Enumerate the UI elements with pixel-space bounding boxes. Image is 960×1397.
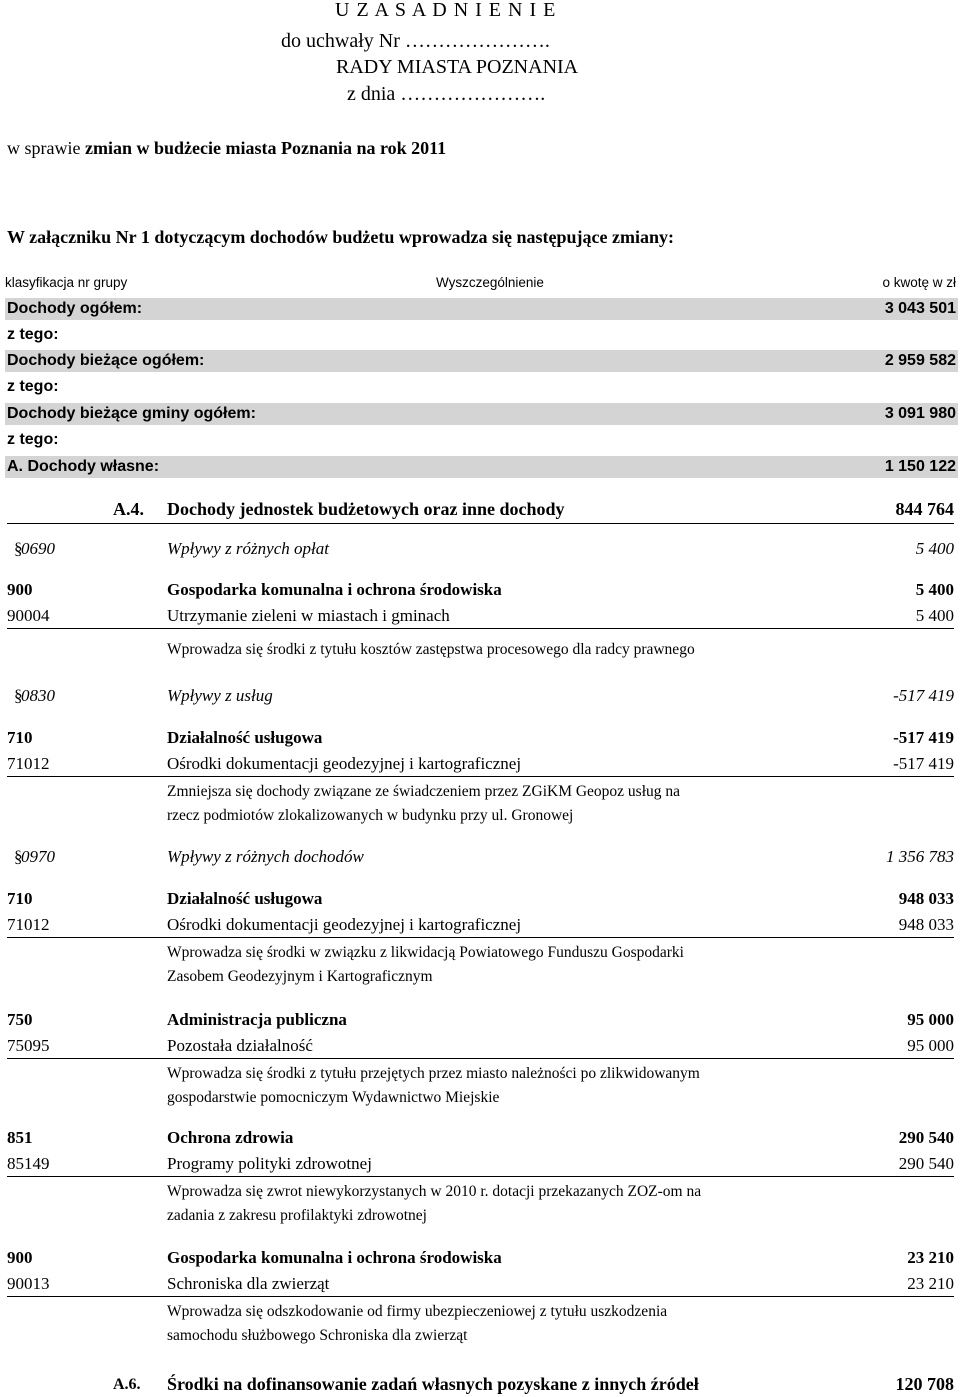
chapter-value: 23 210 bbox=[907, 1274, 954, 1293]
section-row bbox=[7, 889, 954, 911]
column-amount: o kwotę w zł bbox=[882, 275, 956, 290]
explanation-line: gospodarstwie pomocniczym Wydawnictwo Miejskie bbox=[167, 1089, 500, 1106]
chapter-value: 95 000 bbox=[907, 1036, 954, 1055]
explanation-line: Wprowadza się środki z tytułu kosztów zastępstwa procesowego dla radcy prawnego bbox=[167, 641, 695, 658]
chapter-code: 90004 bbox=[7, 606, 50, 625]
current-income-band bbox=[5, 350, 958, 372]
paragraph-name: Wpływy z różnych opłat bbox=[167, 539, 329, 558]
total-income-band bbox=[5, 298, 958, 320]
paragraph-value: 1 356 783 bbox=[886, 847, 954, 866]
section-code: 900 bbox=[7, 1248, 33, 1267]
paragraph-sign: § bbox=[14, 847, 23, 866]
chapter-row bbox=[7, 1036, 954, 1059]
paragraph-sign: § bbox=[14, 686, 23, 705]
total-income-label: Dochody ogółem: bbox=[7, 300, 143, 317]
explanation-text bbox=[167, 941, 867, 989]
z-tego-label: z tego: bbox=[7, 431, 59, 448]
explanation-text bbox=[167, 1180, 867, 1228]
own-income-value: 1 150 122 bbox=[884, 458, 956, 475]
group-a4-label: Dochody jednostek budżetowych oraz inne dochody bbox=[167, 499, 565, 519]
paragraph-value: 5 400 bbox=[915, 539, 954, 558]
gmina-income-value: 3 091 980 bbox=[884, 405, 956, 422]
chapter-code: 85149 bbox=[7, 1154, 50, 1173]
own-income-label: A. Dochody własne: bbox=[7, 458, 160, 475]
group-a4-value: 844 764 bbox=[895, 499, 954, 519]
paragraph-0970-row bbox=[7, 847, 954, 871]
explanation-text bbox=[167, 780, 867, 828]
chapter-row bbox=[7, 606, 954, 629]
explanation-text bbox=[167, 1062, 867, 1110]
section-code: 710 bbox=[7, 889, 33, 908]
chapter-name: Utrzymanie zieleni w miastach i gminach bbox=[167, 606, 450, 625]
column-description: Wyszczególnienie bbox=[436, 275, 544, 290]
explanation-line: samochodu służbowego Schroniska dla zwierząt bbox=[167, 1327, 468, 1344]
explanation-line: Wprowadza się środki w związku z likwidacją Powiatowego Funduszu Gospodarki bbox=[167, 944, 684, 961]
paragraph-value: -517 419 bbox=[893, 686, 954, 705]
paragraph-name: Wpływy z usług bbox=[167, 686, 273, 705]
column-classification: klasyfikacja nr grupy bbox=[5, 275, 128, 290]
chapter-name: Schroniska dla zwierząt bbox=[167, 1274, 330, 1293]
chapter-value: -517 419 bbox=[893, 754, 954, 773]
section-row bbox=[7, 728, 954, 750]
explanation-line: Wprowadza się odszkodowanie od firmy ubezpieczeniowej z tytułu uszkodzenia bbox=[167, 1303, 668, 1320]
chapter-code: 75095 bbox=[7, 1036, 50, 1055]
section-name: Działalność usługowa bbox=[167, 728, 323, 747]
section-value: 290 540 bbox=[898, 1128, 954, 1147]
subject-bold: zmian w budżecie miasta Poznania na rok 2011 bbox=[84, 138, 447, 158]
chapter-value: 290 540 bbox=[898, 1154, 954, 1173]
chapter-code: 71012 bbox=[7, 915, 50, 934]
chapter-row bbox=[7, 754, 954, 777]
chapter-row bbox=[7, 1154, 954, 1177]
explanation-line: Wprowadza się środki z tytułu przejętych przez miasto należności po zlikwidowanym bbox=[167, 1065, 700, 1082]
paragraph-sign: § bbox=[14, 539, 23, 558]
section-name: Gospodarka komunalna i ochrona środowiska bbox=[167, 1248, 502, 1267]
group-a6-code: A.6. bbox=[113, 1376, 141, 1393]
paragraph-code: 0830 bbox=[21, 686, 55, 705]
z-tego-label: z tego: bbox=[7, 378, 59, 395]
group-a4-code: A.4. bbox=[113, 499, 144, 519]
z-tego-label: z tego: bbox=[7, 326, 59, 343]
section-code: 750 bbox=[7, 1010, 33, 1029]
resolution-number: do uchwały Nr …………………. bbox=[281, 30, 550, 52]
explanation-line: Zasobem Geodezyjnym i Kartograficznym bbox=[167, 968, 433, 985]
section-name: Ochrona zdrowia bbox=[167, 1128, 294, 1147]
current-income-label: Dochody bieżące ogółem: bbox=[7, 352, 205, 369]
chapter-row bbox=[7, 915, 954, 938]
own-income-band bbox=[5, 456, 958, 478]
section-row bbox=[7, 580, 954, 602]
explanation-line: rzecz podmiotów zlokalizowanych w budynku przy ul. Gronowej bbox=[167, 807, 574, 824]
explanation-line: Zmniejsza się dochody związane ze świadczeniem przez ZGiKM Geopoz usług na bbox=[167, 783, 681, 800]
group-a6-value: 120 708 bbox=[895, 1374, 954, 1394]
chapter-name: Programy polityki zdrowotnej bbox=[167, 1154, 372, 1173]
section-code: 710 bbox=[7, 728, 33, 747]
section-code: 900 bbox=[7, 580, 33, 599]
paragraph-code: 0970 bbox=[21, 847, 55, 866]
total-income-value: 3 043 501 bbox=[884, 300, 956, 317]
section-name: Administracja publiczna bbox=[167, 1010, 347, 1029]
explanation-line: Wprowadza się zwrot niewykorzystanych w 2010 r. dotacji przekazanych ZOZ-om na bbox=[167, 1183, 702, 1200]
group-a6-label: Środki na dofinansowanie zadań własnych pozyskane z innych źródeł bbox=[167, 1374, 699, 1394]
section-row bbox=[7, 1010, 954, 1032]
paragraph-code: 0690 bbox=[21, 539, 55, 558]
subject-line bbox=[7, 138, 446, 159]
chapter-code: 71012 bbox=[7, 754, 50, 773]
group-a4-row bbox=[7, 499, 954, 524]
explanation-text bbox=[167, 1300, 867, 1348]
paragraph-name: Wpływy z różnych dochodów bbox=[167, 847, 364, 866]
paragraph-0830-row bbox=[7, 686, 954, 710]
chapter-name: Ośrodki dokumentacji geodezyjnej i kartograficznej bbox=[167, 754, 522, 773]
chapter-code: 90013 bbox=[7, 1274, 50, 1293]
section-name: Działalność usługowa bbox=[167, 889, 323, 908]
chapter-row bbox=[7, 1274, 954, 1297]
section-row bbox=[7, 1128, 954, 1150]
gmina-income-band bbox=[5, 403, 958, 425]
chapter-name: Pozostała działalność bbox=[167, 1036, 313, 1055]
explanation-line: zadania z zakresu profilaktyki zdrowotnej bbox=[167, 1207, 427, 1224]
doc-title: U Z A S A D N I E N I E bbox=[335, 0, 557, 21]
current-income-value: 2 959 582 bbox=[884, 352, 956, 369]
section-row bbox=[7, 1248, 954, 1270]
section-value: 948 033 bbox=[898, 889, 954, 908]
section-name: Gospodarka komunalna i ochrona środowiska bbox=[167, 580, 502, 599]
resolution-date: z dnia …………………. bbox=[347, 83, 546, 105]
explanation-text bbox=[167, 638, 867, 662]
subject-prefix: w sprawie bbox=[7, 138, 85, 158]
chapter-value: 948 033 bbox=[898, 915, 954, 934]
chapter-name: Ośrodki dokumentacji geodezyjnej i kartograficznej bbox=[167, 915, 522, 934]
section-code: 851 bbox=[7, 1128, 33, 1147]
intro-line: W załączniku Nr 1 dotyczącym dochodów budżetu wprowadza się następujące zmiany: bbox=[7, 227, 674, 247]
gmina-income-label: Dochody bieżące gminy ogółem: bbox=[7, 405, 256, 422]
section-value: -517 419 bbox=[893, 728, 954, 747]
group-a6-row bbox=[7, 1374, 954, 1397]
chapter-value: 5 400 bbox=[915, 606, 954, 625]
section-value: 5 400 bbox=[915, 580, 954, 599]
section-value: 95 000 bbox=[907, 1010, 954, 1029]
paragraph-0690-row bbox=[7, 539, 954, 563]
council-name: RADY MIASTA POZNANIA bbox=[336, 56, 579, 78]
section-value: 23 210 bbox=[907, 1248, 954, 1267]
